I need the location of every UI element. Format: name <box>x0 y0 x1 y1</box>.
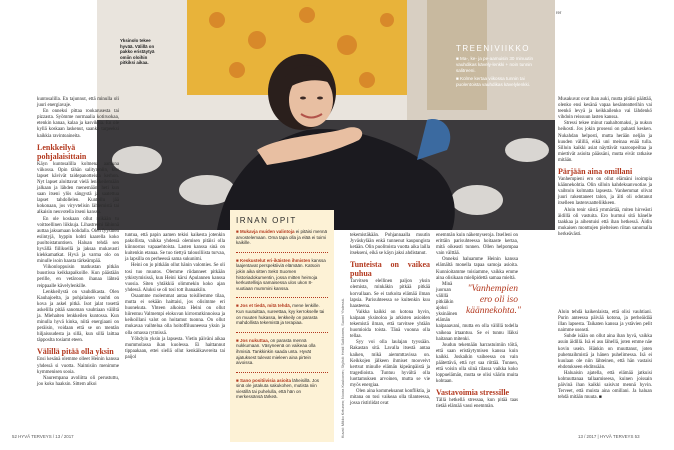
paragraph: En onneksi pittaa rookarusesta tai pizzasta. Syömme normaalia kotiruokaa, etenkin kanaa, kalaa ja kasviksia. En ole kyllä koskaan laskenut, saanko tarpeeksi kaikkia ravintoaineita. <box>37 109 119 139</box>
paragraph: enemmän kuin näkemyseroja. Itselleni on erittäin parisuhteessa hoitaaste kertaa, mitä oikeasti tunnen. Ollen helpompaa vain välttää. <box>436 233 518 257</box>
paragraph: Heini on jo pitkään ollut hänin valomies. Se oli tosi tuo muutos. Olemme riidanneet pitkään ytkistymisissä, kun Heini kärsi Apulannen kanssa vuosia. Siten yhtäkkiä olimmekin koko ajan yhdessä. Aluksi se oli tosi tott ihanaakiin. <box>125 263 225 293</box>
column-4 <box>436 233 521 411</box>
sidebar-divider <box>236 372 328 373</box>
paragraph: Ensi kesänä olemme olleet Heinin kanssa yhdessä si vuotta. Naimisiin menimme kymmenisen sooia. <box>37 357 119 375</box>
paragraph: Aloin tenir siistä ymmärtää, miten hirveästi äidillä oli vastuita. Ero hurmui sitä hänelle taakkaa ja aihentuisi että ihan hetkessä. Äidin mukaisen monttujen pielteisen riitan sanomalla herkeävästi. <box>558 207 652 237</box>
treeniviikko-item: ■ Ma-, ke- ja pe-aamuisin 30 minuutin vauhdikas kävely-lenkki + noin tunnin salitreeni. <box>456 56 534 73</box>
paragraph: Vanhempieni ero on ollut elämäni isoimpia käännekohtia. Olin silloin kahdeksanvuotias ja vaihtoin kolmatta lapsesta. Vanhemmat olivat juuri rakentaneet talon, ja äiti oli odotanut itselleen lastenvaatteliikkeen. <box>558 177 652 207</box>
hero-photo <box>97 0 555 230</box>
paragraph: Käyn kuntosalilla kolmena aamuna viikossa. Opin tähän salityreniin, kun lapset kävivät taidepanotteista kerhon. Nyt lapset aloittavat vielä lenkkeilemään jalkaan ja lähden menemään, heti kun saan itseni ylös sängystä ja saatettua lapset tahdollelen. Kuntoilu jää kokonaan, jos viryvtelisin lähtemistä tai alkaisin neuvotella itseni kanssa. <box>37 161 119 216</box>
paragraph: Yöhdyin yksin ja lapsesta. Vietin päiväni aikaa mummolassa ikan kuolessa. Ei haittannut tippaakaan, ettei siellä ollut kenkäikavereita tai paijol <box>125 336 225 360</box>
subheading: Pärjään aina omillani <box>558 167 633 177</box>
sidebar-divider <box>236 332 328 333</box>
column-6 <box>558 310 652 401</box>
subheading: Lenkkeilyä pohjalaisittain <box>37 142 87 161</box>
paragraph: Haluaisin ajatella, että elämää jatkuisi kohtuuttanaa tallaamiseesa, kuinen joissain päivinä ihan kaikki saisivat mennä hyvin. Terveet, että muista aina omillani. Ja haluan tehdä mitään muuta. ■ <box>558 370 652 401</box>
paragraph: Suhde isään on ollut aina ihan hyvä, vaikka asuin äidillä. Isä ei asu lähellä, joten emme näe kovin usein. Hänkin on muuttanut, joten puhemaihmistä ja hänen puhelimessa. Isä ei kuulaan ole niin lähteinen, että hän vastaisi ehdotukseen ehditssään. <box>558 334 652 370</box>
paragraph: Minä juoruan välillä pitkiäkin ajoksi yksinäinen elämän kaipaaavani, mutta en olla välillä todella vaikeaa irtaantuu. Se ei tunnu lläksi haitanan mitenki. <box>436 281 518 342</box>
photo-illustration <box>97 0 555 230</box>
subheading: Vastavoimia stressille <box>436 388 510 398</box>
sidebar-tip: ■ Mukavja muiden valintoja ei pitäisi mennä arvostelemaan. Oma tapa olla ja elää ei toimi kaikille. <box>236 229 328 246</box>
photo-caption: Yksinolo tekee hyvää. Välillä on pakko eristäytyä omiin oloihin pitkiksi aikaa. <box>120 38 155 66</box>
paragraph: Lenkkeilystä on vauhdikasta. Olen Kauhajoelta, ja pohjalaisen vauhti on kova ja askel pitkä. Isot jalat tosettä askelilla pitää sanoman vauhtiaan väliltä ja. Miehaiten lenkkeilen kuntossa. Kun minulla hyvä kinka, niitä energiaani on peräisin, voidaan että se on mentän hiljaisuudesta ja sillä, kun sillä laittaa täpposlta tosiamt eteen. <box>37 289 119 344</box>
paragraph: Stressi tekee minut raahaltomaksi, ja nukun heikosti. Jos jokin prosessi on pahasti kesken. Nukahdan helposti, mutta herään neljän ja kuuden välillä, eikä uni meinaa enää tulla. Silloin kaikki asiat näyttävät vaaroopeiltaa ja miettivät asioita päässäni, mutta eivät ratkaise mitään. <box>558 121 652 163</box>
paragraph: Aloin tehdä kaikenlaista, että olisi vauhtiani. Purin anteessa päivää kotona, ja perheäidää illan lapsesta. Taikaten kanssa ja ystävien pelit naimme useasti. <box>558 310 652 334</box>
subheading: Tunteista on vaikea puhua <box>350 260 430 279</box>
paragraph: En ole koskaan ollut mikään tu voittoellinen liikkuja. Lihastreeni lähinnä auttaa jaksamaan kohdalla. Olen fyysinen esiintyjä, hyppin kohti kaarella koko puoltoistatuntisen. Haluan tehdä sen hyvällä fiiliksellä ja jaksaa mukavasti kiekkamatkat. Hyvä ja varma olo on minulle isoin haasta tärkeämpää. <box>37 216 119 265</box>
treeniviikko-title: TREENIVIIKKO <box>456 44 531 53</box>
treeniviikko-item: ■ Kolme kertaa viikossa tunnin tai puolentoista vauhdikas kävelylenkki. <box>456 76 531 88</box>
sidebar-tip: ■ Keskustelut eri-ikäisten ihmisten kanssa laajentavat perspektiiviä elämään. Katsoin jokin aika sitten Sekö Suomen historiadokumentin, jossa mitten heimoja kerkustellisja samaisessa ulos ukon 8-vuotiaan mummini kanssa. <box>236 257 326 291</box>
paragraph: tekemistäkään. Pohjannaalla muutin Jyväskylään enkä tunnenut kaupungista ketään. Olin puolitoista vuotta aika lailla itsekseni, eikä se käyn jaksi ahdistanut. <box>350 233 430 257</box>
paragraph: Onneksi haluamme Heinin kanssa elämältä monella tapaa samoja asioita. Kunnioitamme toisiamme, vaikka emme aina olisikaan mielipidettä samaa mieltä. <box>436 257 518 281</box>
paragraph: Viikonloppuisin matkustan pitkän buustissa keikkapaikoille. Kun päästään perille, en vetäroon ihanaa lähteä reippaalle kävelylenkille. <box>37 265 119 289</box>
folio-right: 13 / 2017 | HYVÄ TERVEYS 53 <box>578 434 640 439</box>
sidebar-title: IRNAN OPIT <box>236 216 297 225</box>
paragraph: tuntua, että papin aamen tekisi kaikesta jotenkin pakollista, vaikka yhdessä olemisen pitäisi olla kiinnostus vapaaehtoista. Lasten kanssa sinä on kuitenkin etanaa. Se tuo tiettyä talouslliista turvaa, ja lapsilla on perheessä sama sukunimi. <box>125 233 225 263</box>
paragraph: Musakuvat ovat ihan auki, mutta pitäisi päättää, olenko ensi kesänä vapaa kesänteatterihin vai teenkö levyä ja keikkailenko vai lähdenkö vihdoin reissuun lasten kanssa. <box>558 97 652 121</box>
irnan-opit-sidebar <box>230 210 334 442</box>
column-5 <box>558 97 652 238</box>
paragraph: Naurempana avoliitta oli perustuttu, joo koko haaksin. Sittem alkoi <box>37 375 119 387</box>
sidebar-tip: ■ Sano positiivisia asioita läheisillä. Jos sinä ole jotakuta sakukohen, mutista niin viestillä tai puhelulla, että hän on merkessänsä tärkeä. <box>236 377 319 400</box>
paragraph: Tällä hetkellä stressaa, kun pitää taas tietää elämää vassi enemmän. <box>436 398 518 410</box>
pull-quote: "Vanhempien ero oli iso käännekohta." <box>466 283 521 316</box>
column-1 <box>37 97 119 388</box>
subheading: Välillä pitää olla yksin <box>37 347 114 357</box>
column-2 <box>125 233 225 361</box>
paragraph: Joudun tekemään harrastuimiin töitä, että saan eristäytymisen kanssa kuin kaikki. Joskaikin vaiheessa on vain päätettävä, että nyt saa riittää. Tunnen, että voisin olla siinä tilassa vaikka koko loppuelämän, mutta se olisi väärin muita kohtaan. <box>436 342 518 385</box>
treeniviikko-box <box>456 44 538 88</box>
folio-left: 52 HYVÄ TERVEYS / 13 / 2017 <box>12 434 74 439</box>
photo-credit: Kuvat: Mikko Ketunen; Noora Kaukonen; Stylisti: Heidi Saikkonen, Suomi Yhdessä. <box>341 298 345 438</box>
sidebar-tip: ■ Jos et tiedä, mitä tehdä, mene lenkille. Kun suutuittaa, sureettaa, kyy kerrokselle tai on muuten hukassa, lenkkeily on parasta mahdollista tekemistä ja terapiaa. <box>236 303 325 326</box>
caption-fragment: rer <box>556 10 562 15</box>
paragraph: Vaikka kaikki on kotona hyvin, kaipaan yksinoloa ja arkisten asioiden tekemistä ilman, että tarvitsee yhtään huomioida toista. Tänä vuonna olla tellaa. <box>350 309 430 340</box>
sidebar-divider <box>236 252 328 253</box>
sidebar-tip: ■ Jos nukuttaa, on parasta mennä nukkumaan. Väsyneenä on vaikeaa olla ihmisiä. Tankkinkin saada unta. Hyvät ajatuksest tulevat mieleen aina pirtein aivoissa. <box>236 337 316 366</box>
paragraph: kuntosalilla. En tajunnut, että minulla oli juuri energiavaje. <box>37 97 119 109</box>
sidebar-divider <box>236 297 328 298</box>
paragraph: Syy voi olla laulajan tyyssään. Rakastan sitä. Lavalla itsestä antaa kaiken, mikä aiemmttavissa on. Keikkojen jälkeen ihmiset mooveivt kertsut minulle elämän kipeänpäistä ja tragedioista. Tuntuu hyvältä olla luottamuksen arvoinen, mutta se vie myös energiaa. <box>350 340 430 388</box>
paragraph: Tarvitsen elellinen paljon yksin olemista, minkäkin pitkää pitkää korvallaan. Se ei tarkoita elämää ilman lapsia. Parisuhteessa se kuitenkin kuu haasteena. <box>350 279 430 309</box>
paragraph: Olen aina kommeksanut konfliktia, ja mitana on tosi vaikeaa olla tilanteessa, jossa ristiriidat ovat <box>350 389 430 407</box>
column-3 <box>350 233 430 407</box>
paragraph: Osaamme molemmat antaa toisillemme tilaa, mutta ei sekään haittaisi, jos olisimme eri huonekuta. Yhteen alkoista Heini on ollut hiirentuu Valmempi elokuvan kirrostutkinnoissa ja keikoillani valot on hoitamut tuonna. On ollut mukavaa vaihtelua olla hoitoffiluuneessa yksin ja olla omassa rytmissä. <box>125 293 225 336</box>
